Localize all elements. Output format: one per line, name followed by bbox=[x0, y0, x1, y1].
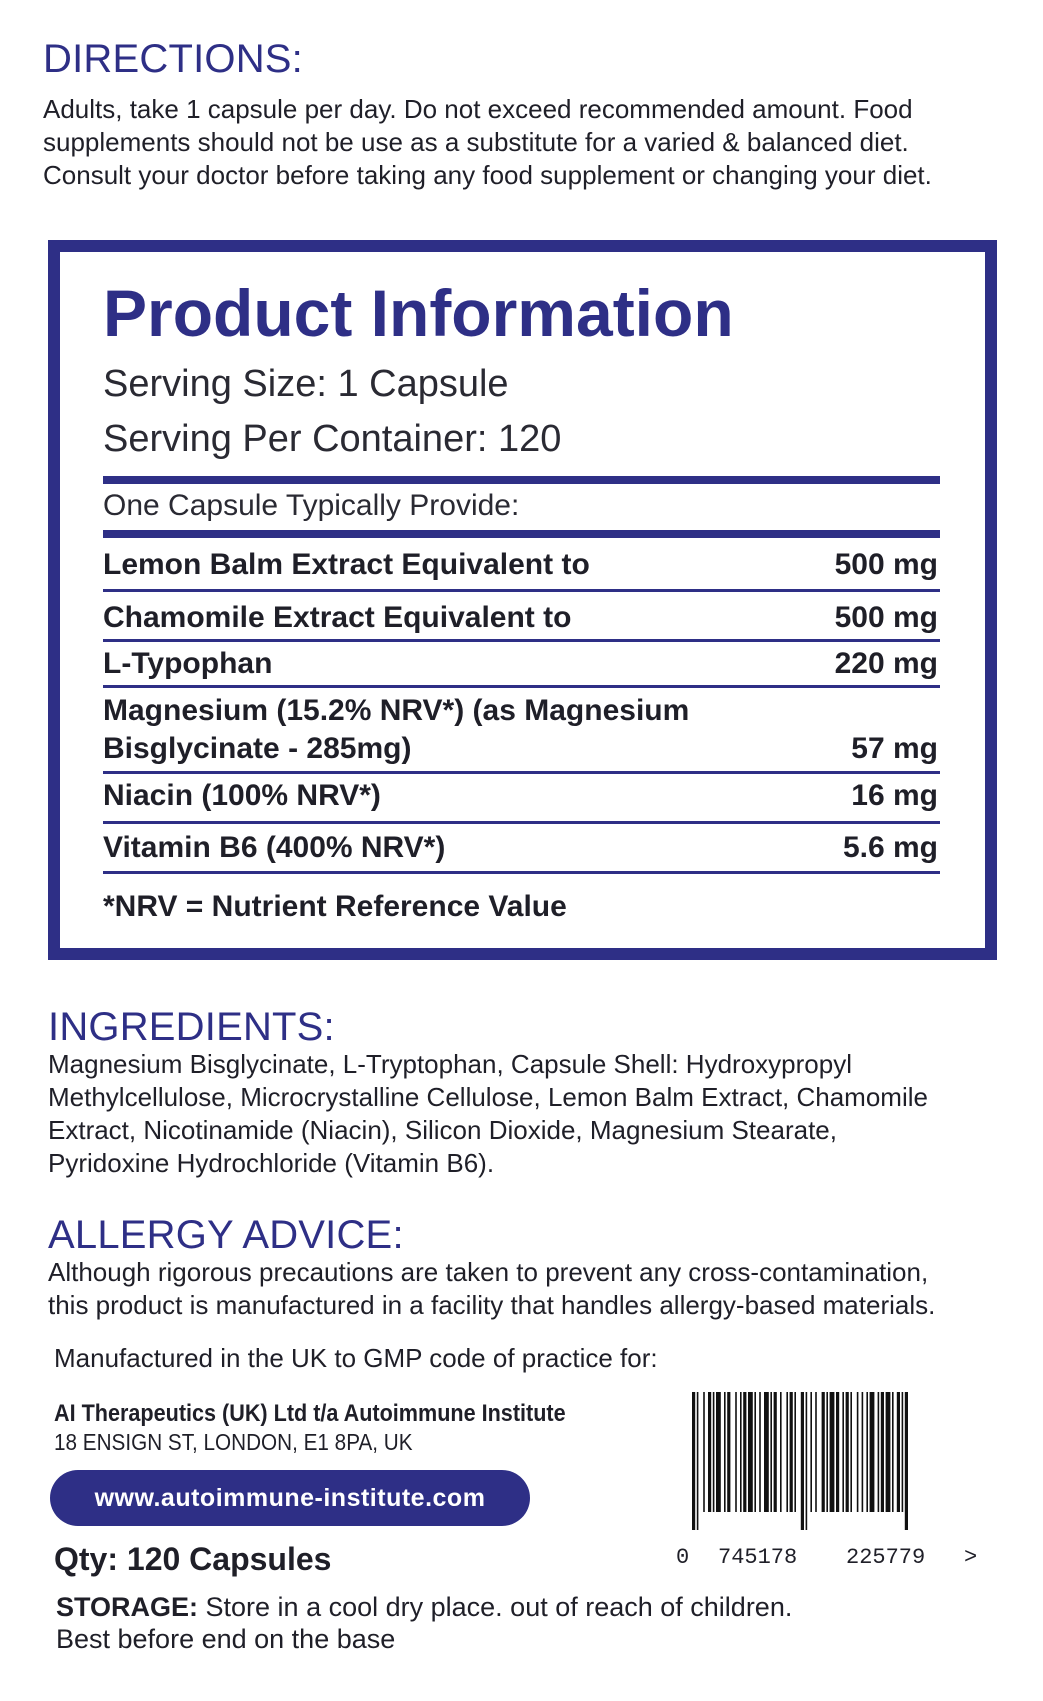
nutrient-name: Chamomile Extract Equivalent to bbox=[103, 601, 572, 634]
ingredients-text: Magnesium Bisglycinate, L-Tryptophan, Capsule Shell: Hydroxypropyl Methylcellulose, Microcrystalline Cellulose, Lemon Balm Extract, Chamomile Extract, Nicotinamide (Niacin), Silicon Dioxide, Magnesium Stearate, Pyridoxine Hydrochloride (Vitamin B6). bbox=[48, 1049, 928, 1178]
nutrient-name: L-Typophan bbox=[103, 647, 273, 680]
barcode-bar bbox=[822, 1392, 825, 1512]
row-divider bbox=[103, 685, 940, 688]
website-link[interactable]: www.autoimmune-institute.com bbox=[50, 1470, 530, 1526]
serving-size: Serving Size: 1 Capsule bbox=[103, 363, 509, 405]
barcode-bar bbox=[727, 1392, 730, 1512]
barcode-bar bbox=[810, 1392, 812, 1512]
best-before: Best before end on the base bbox=[56, 1624, 396, 1654]
allergy-text: Although rigorous precautions are taken to prevent any cross-contamination, this product is manufactured in a facility that handles allergy-based materials. bbox=[48, 1257, 936, 1320]
directions-text: Adults, take 1 capsule per day. Do not exceed recommended amount. Food supplements should not be use as a substitute for a varied & balanced diet. Consult your doctor before taking any food supplement or changing your diet. bbox=[43, 94, 932, 190]
barcode-bar bbox=[774, 1392, 777, 1512]
barcode-bar bbox=[826, 1392, 828, 1512]
nutrient-name: Magnesium (15.2% NRV*) (as Magnesium Bisglycinate - 285mg) bbox=[103, 694, 690, 765]
barcode-bar bbox=[836, 1392, 839, 1512]
barcode-bar bbox=[846, 1392, 849, 1512]
company-name: AI Therapeutics (UK) Ltd t/a Autoimmune Institute bbox=[54, 1400, 566, 1427]
barcode-bar bbox=[786, 1392, 788, 1512]
allergy-heading: ALLERGY ADVICE: bbox=[48, 1213, 404, 1257]
barcode-digits-group1: 745178 bbox=[718, 1545, 798, 1570]
barcode-bar bbox=[748, 1392, 753, 1512]
barcode-bar bbox=[850, 1392, 852, 1512]
barcode-bar bbox=[794, 1392, 796, 1512]
barcode-bar bbox=[892, 1392, 894, 1512]
barcode-bar bbox=[905, 1392, 908, 1530]
typically-provide-label: One Capsule Typically Provide: bbox=[103, 489, 520, 522]
barcode-digit-left: 0 bbox=[676, 1545, 690, 1570]
barcode-bar bbox=[735, 1392, 737, 1512]
barcode-bar bbox=[770, 1392, 772, 1512]
barcode-bar bbox=[830, 1392, 835, 1512]
barcode-bar bbox=[886, 1392, 891, 1512]
manufactured-statement: Manufactured in the UK to GMP code of practice for: bbox=[54, 1343, 658, 1373]
barcode-bar bbox=[897, 1392, 900, 1512]
divider bbox=[103, 476, 940, 484]
nutrient-amount: 5.6 mg bbox=[842, 831, 938, 864]
barcode-bar bbox=[724, 1392, 726, 1512]
barcode-bar bbox=[759, 1392, 761, 1512]
barcode-bar bbox=[806, 1392, 808, 1530]
barcode-bar bbox=[862, 1392, 864, 1512]
barcode-bar bbox=[878, 1392, 880, 1512]
barcode-bar bbox=[842, 1392, 844, 1512]
barcode-bar bbox=[815, 1392, 817, 1512]
row-divider bbox=[103, 871, 940, 874]
barcode-digit-right: > bbox=[964, 1545, 978, 1570]
divider bbox=[103, 530, 940, 538]
barcode-bar bbox=[740, 1392, 742, 1512]
barcode-bar bbox=[708, 1392, 711, 1512]
barcode-bar bbox=[866, 1392, 868, 1512]
nutrient-amount: 220 mg bbox=[834, 647, 938, 680]
nutrient-name: Lemon Balm Extract Equivalent to bbox=[103, 548, 590, 581]
row-divider bbox=[103, 821, 940, 824]
nutrient-amount: 500 mg bbox=[834, 548, 938, 581]
company-address: 18 ENSIGN ST, LONDON, E1 8PA, UK bbox=[54, 1429, 413, 1455]
barcode-bar bbox=[743, 1392, 746, 1512]
barcode-bar bbox=[790, 1392, 793, 1512]
storage-instructions bbox=[56, 1591, 792, 1623]
serving-per-container: Serving Per Container: 120 bbox=[103, 418, 562, 460]
row-divider bbox=[103, 639, 940, 642]
barcode-bar bbox=[697, 1392, 699, 1530]
barcode-bar bbox=[902, 1392, 904, 1512]
ingredients-heading: INGREDIENTS: bbox=[48, 1005, 335, 1049]
nrv-footnote: *NRV = Nutrient Reference Value bbox=[103, 890, 567, 923]
storage-label: STORAGE: bbox=[56, 1592, 199, 1622]
barcode-bar bbox=[703, 1392, 705, 1512]
barcode-bar bbox=[870, 1392, 875, 1512]
nutrient-amount: 16 mg bbox=[851, 779, 938, 812]
quantity: Qty: 120 Capsules bbox=[54, 1541, 332, 1577]
row-divider bbox=[103, 771, 940, 774]
barcode-bar bbox=[713, 1392, 715, 1512]
directions-heading: DIRECTIONS: bbox=[43, 37, 303, 81]
storage-text: Store in a cool dry place. out of reach of children. bbox=[198, 1592, 793, 1622]
nutrient-amount: 57 mg bbox=[851, 732, 938, 765]
nutrient-amount: 500 mg bbox=[834, 601, 938, 634]
barcode-bar bbox=[692, 1392, 695, 1530]
barcode-bar bbox=[801, 1392, 804, 1530]
barcode-bar bbox=[881, 1392, 884, 1512]
nutrient-name: Niacin (100% NRV*) bbox=[103, 779, 381, 812]
barcode-bar bbox=[754, 1392, 756, 1512]
barcode-bar bbox=[716, 1392, 721, 1512]
nutrient-name: Vitamin B6 (400% NRV*) bbox=[103, 831, 446, 864]
row-divider bbox=[103, 589, 940, 592]
barcode-bar bbox=[764, 1392, 769, 1512]
barcode-bar bbox=[857, 1392, 859, 1512]
barcode-bar bbox=[780, 1392, 782, 1512]
barcode-digits-group2: 225779 bbox=[846, 1545, 926, 1570]
barcode-image bbox=[692, 1392, 982, 1530]
product-information-title: Product Information bbox=[103, 276, 734, 350]
